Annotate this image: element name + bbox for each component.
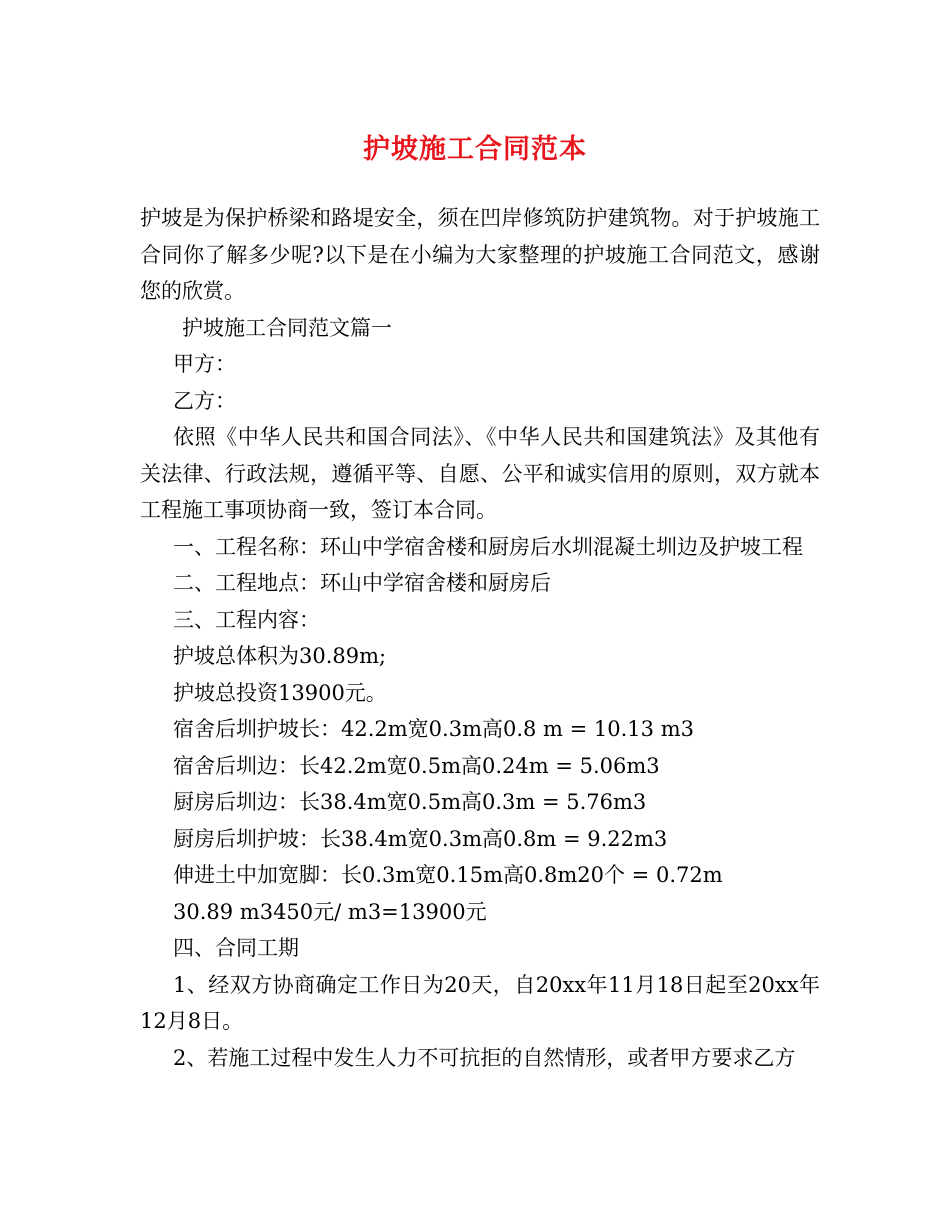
preamble-paragraph: 依照《中华人民共和国合同法》、《中华人民共和国建筑法》及其他有关法律、行政法规，遵循平等、自愿、公平和诚实信用的原则，双方就本工程施工事项协商一致，签订本合同。 bbox=[140, 425, 820, 522]
document-title: 护坡施工合同范本 bbox=[363, 134, 587, 165]
intro-paragraph: 护坡是为保护桥梁和路堤安全，须在凹岸修筑防护建筑物。对于护坡施工合同你了解多少呢?以下是在小编为大家整理的护坡施工合同范文，感谢您的欣赏。 bbox=[140, 206, 820, 303]
item-project-location: 二、工程地点：环山中学宿舍楼和厨房后 bbox=[173, 571, 551, 595]
party-a-line: 甲方： bbox=[173, 352, 236, 376]
item-project-name: 一、工程名称：环山中学宿舍楼和厨房后水圳混凝土圳边及护坡工程 bbox=[173, 534, 803, 559]
content-line-investment: 护坡总投资13900元。 bbox=[173, 680, 387, 705]
party-b-line: 乙方： bbox=[173, 388, 236, 413]
section-heading: 护坡施工合同范文篇一 bbox=[182, 315, 392, 340]
item-contract-period: 四、合同工期 bbox=[173, 936, 299, 960]
document-body bbox=[140, 200, 820, 1076]
content-line-dorm-slope: 宿舍后圳护坡长：42.2m宽0.3m高0.8 m = 10.13 m3 bbox=[173, 717, 694, 741]
content-line-total: 30.89 m3450元/ m3=13900元 bbox=[173, 899, 487, 924]
content-line-volume: 护坡总体积为30.89m; bbox=[173, 644, 387, 668]
clause-1: 1、经双方协商确定工作日为20天，自20xx年11月18日起至20xx年12月8日。 bbox=[140, 972, 820, 1033]
clause-2: 2、若施工过程中发生人力不可抗拒的自然情形，或者甲方要求乙方 bbox=[173, 1045, 796, 1070]
content-line-kitchen-edge: 厨房后圳边：长38.4m宽0.5m高0.3m = 5.76m3 bbox=[173, 790, 647, 814]
item-project-content: 三、工程内容： bbox=[173, 607, 320, 632]
content-line-dorm-edge: 宿舍后圳边：长42.2m宽0.5m高0.24m = 5.06m3 bbox=[173, 753, 660, 778]
content-line-footing: 伸进土中加宽脚：长0.3m宽0.15m高0.8m20个 = 0.72m bbox=[173, 863, 723, 887]
content-line-kitchen-slope: 厨房后圳护坡：长38.4m宽0.3m高0.8m = 9.22m3 bbox=[173, 826, 668, 851]
